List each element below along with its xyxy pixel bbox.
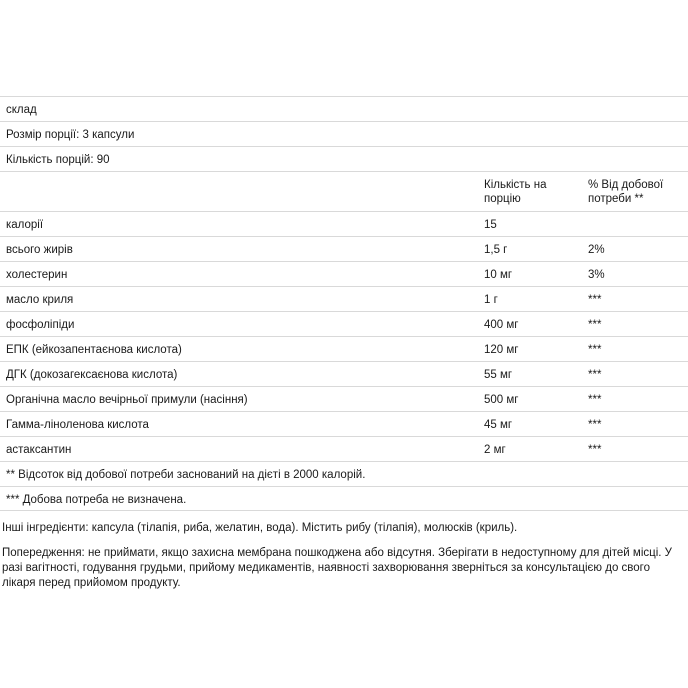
nutrient-name: холестерин: [6, 269, 68, 281]
nutrient-name: Органічна масло вечірньої примули (насіння): [6, 394, 248, 406]
nutrient-amount: 15: [484, 219, 497, 231]
servings-count: Кількість порцій: 90: [6, 154, 110, 166]
nutrient-amount: 1 г: [484, 294, 498, 306]
nutrient-daily-value: ***: [588, 394, 602, 406]
table-row: [0, 436, 688, 461]
table-row: [0, 286, 688, 311]
table-row: [0, 211, 688, 236]
nutrient-amount: 55 мг: [484, 369, 513, 381]
amount-column-header: Кількість на порцію: [484, 179, 547, 205]
nutrient-name: ДГК (докозагексаєнова кислота): [6, 369, 178, 381]
column-header-row: [0, 171, 688, 211]
daily-value-footnote: ** Відсоток від добової потреби заснований на дієті в 2000 калорій.: [6, 469, 366, 481]
nutrient-daily-value: ***: [588, 369, 602, 381]
table-title: склад: [6, 104, 37, 116]
nutrient-name: калорії: [6, 219, 44, 231]
table-row: [0, 361, 688, 386]
table-row: [0, 336, 688, 361]
nutrient-name: Гамма-ліноленова кислота: [6, 419, 149, 431]
nutrient-daily-value: ***: [588, 294, 602, 306]
nutrient-name: ЕПК (ейкозапентаєнова кислота): [6, 344, 182, 356]
nutrient-amount: 120 мг: [484, 344, 519, 356]
nutrient-amount: 500 мг: [484, 394, 519, 406]
footnote-row: [0, 461, 688, 486]
nutrient-amount: 2 мг: [484, 444, 506, 456]
table-row: [0, 311, 688, 336]
servings-row: [0, 146, 688, 171]
nutrient-daily-value: 3%: [588, 269, 605, 281]
other-ingredients-text: Інші інгредієнти: капсула (тілапія, риба, желатин, вода). Містить рибу (тілапія), молюсків (криль).: [2, 522, 518, 534]
nutrient-daily-value: ***: [588, 344, 602, 356]
table-row: [0, 261, 688, 286]
not-established-footnote: *** Добова потреба не визначена.: [6, 494, 187, 506]
nutrient-daily-value: 2%: [588, 244, 605, 256]
table-row: [0, 411, 688, 436]
nutrient-name: фосфоліпіди: [6, 319, 75, 331]
nutrient-daily-value: ***: [588, 419, 602, 431]
nutrient-name: астаксантин: [6, 444, 72, 456]
daily-value-column-header: % Від добової потреби **: [588, 179, 664, 205]
table-row: [0, 236, 688, 261]
nutrient-amount: 1,5 г: [484, 244, 508, 256]
nutrient-daily-value: ***: [588, 319, 602, 331]
footnote-row: [0, 486, 688, 511]
nutrient-amount: 45 мг: [484, 419, 513, 431]
nutrient-name: масло криля: [6, 294, 74, 306]
serving-size-row: [0, 121, 688, 146]
nutrient-amount: 400 мг: [484, 319, 519, 331]
nutrient-amount: 10 мг: [484, 269, 513, 281]
serving-size: Розмір порції: 3 капсули: [6, 129, 135, 141]
table-row: [0, 386, 688, 411]
nutrient-daily-value: ***: [588, 444, 602, 456]
warning-text: Попередження: не приймати, якщо захисна мембрана пошкоджена або відсутня. Зберігати в недоступному для дітей місці. У разі вагітності, годування грудьми, прийому медикаментів, наявності захворювання зверніться за консультацією до свого лікаря перед прийомом продукту.: [2, 547, 672, 589]
nutrient-name: всього жирів: [6, 244, 73, 256]
table-title-row: [0, 96, 688, 121]
supplement-facts-table: [0, 96, 688, 511]
